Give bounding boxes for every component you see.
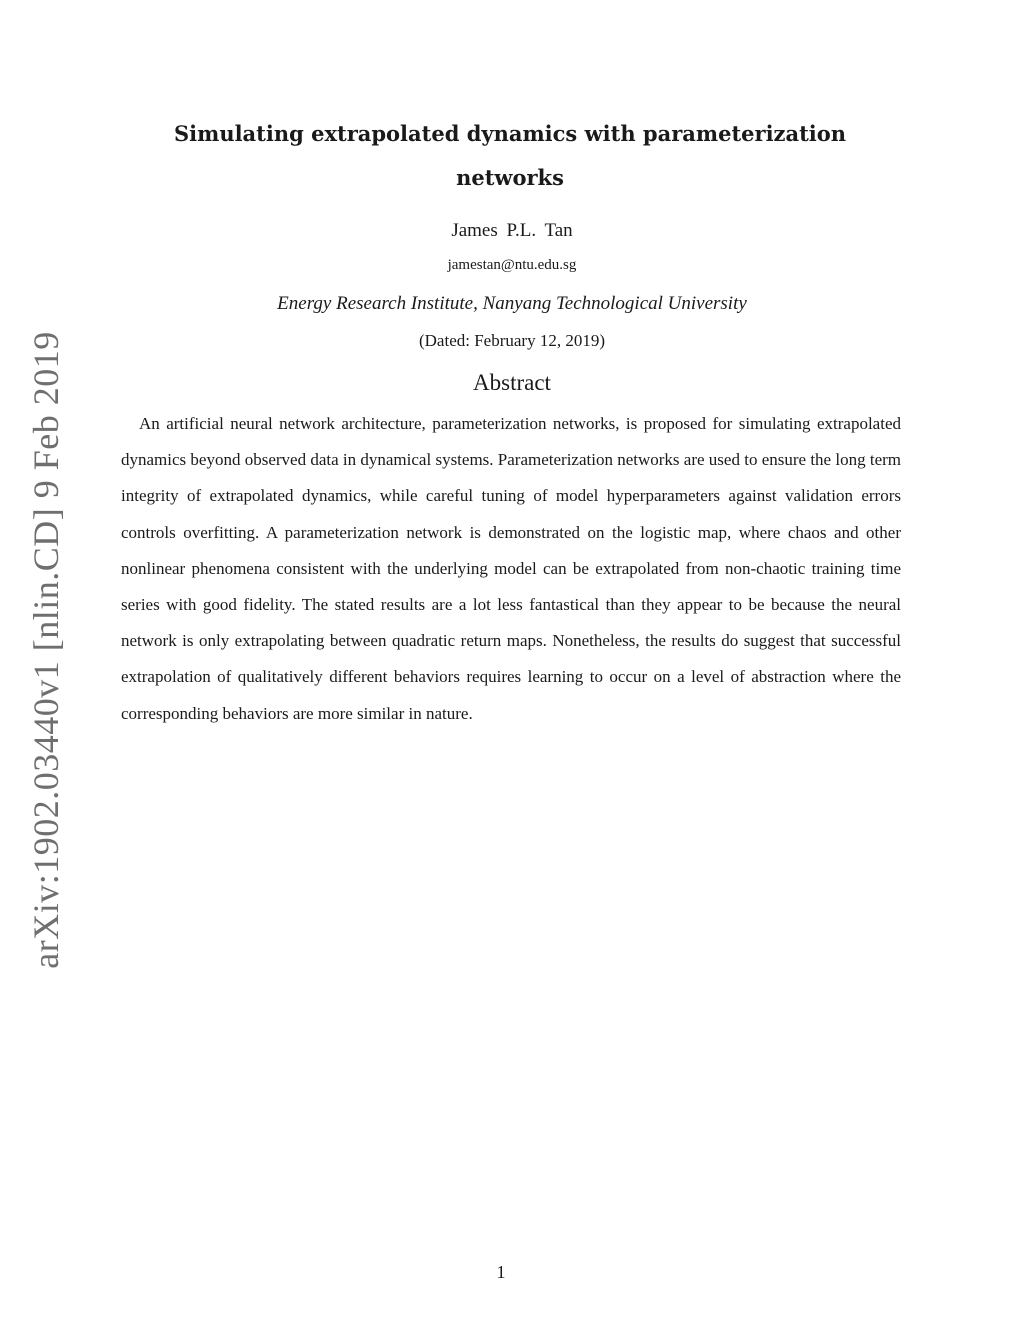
abstract-text: An artificial neural network architecture, parameterization networks, is proposed for simulating extrapolated dynamics beyond observed data in dynamical systems. Parameterization networks are used to ensure the long term integrity of extrapolated dynamics, while careful tuning of model hyperparameters against validation errors controls overfitting. A parameterization network is demonstrated on the logistic map, where chaos and other nonlinear phenomena consistent with the underlying model can be extrapolated from non-chaotic training time series with good fidelity. The stated results are a lot less fantastical than they appear to be because the neural network is only extrapolating between quadratic return maps. Nonetheless, the results do suggest that successful extrapolation of qualitatively different behaviors requires learning to occur on a level of abstraction where the corresponding behaviors are more similar in nature. bbox=[121, 414, 901, 723]
author-affiliation: Energy Research Institute, Nanyang Technological University bbox=[277, 293, 747, 314]
paper-title: Simulating extrapolated dynamics with parameterization networks bbox=[173, 121, 847, 190]
date-line: (Dated: February 12, 2019) bbox=[418, 331, 605, 350]
author-email: jamestan@ntu.edu.sg bbox=[447, 257, 577, 273]
abstract-heading: Abstract bbox=[473, 370, 551, 395]
arxiv-identifier-stamp: arXiv:1902.03440v1 [nlin.CD] 9 Feb 2019 bbox=[26, 331, 66, 969]
author-name: James P.L. Tan bbox=[451, 220, 573, 241]
page-number: 1 bbox=[496, 1262, 506, 1282]
